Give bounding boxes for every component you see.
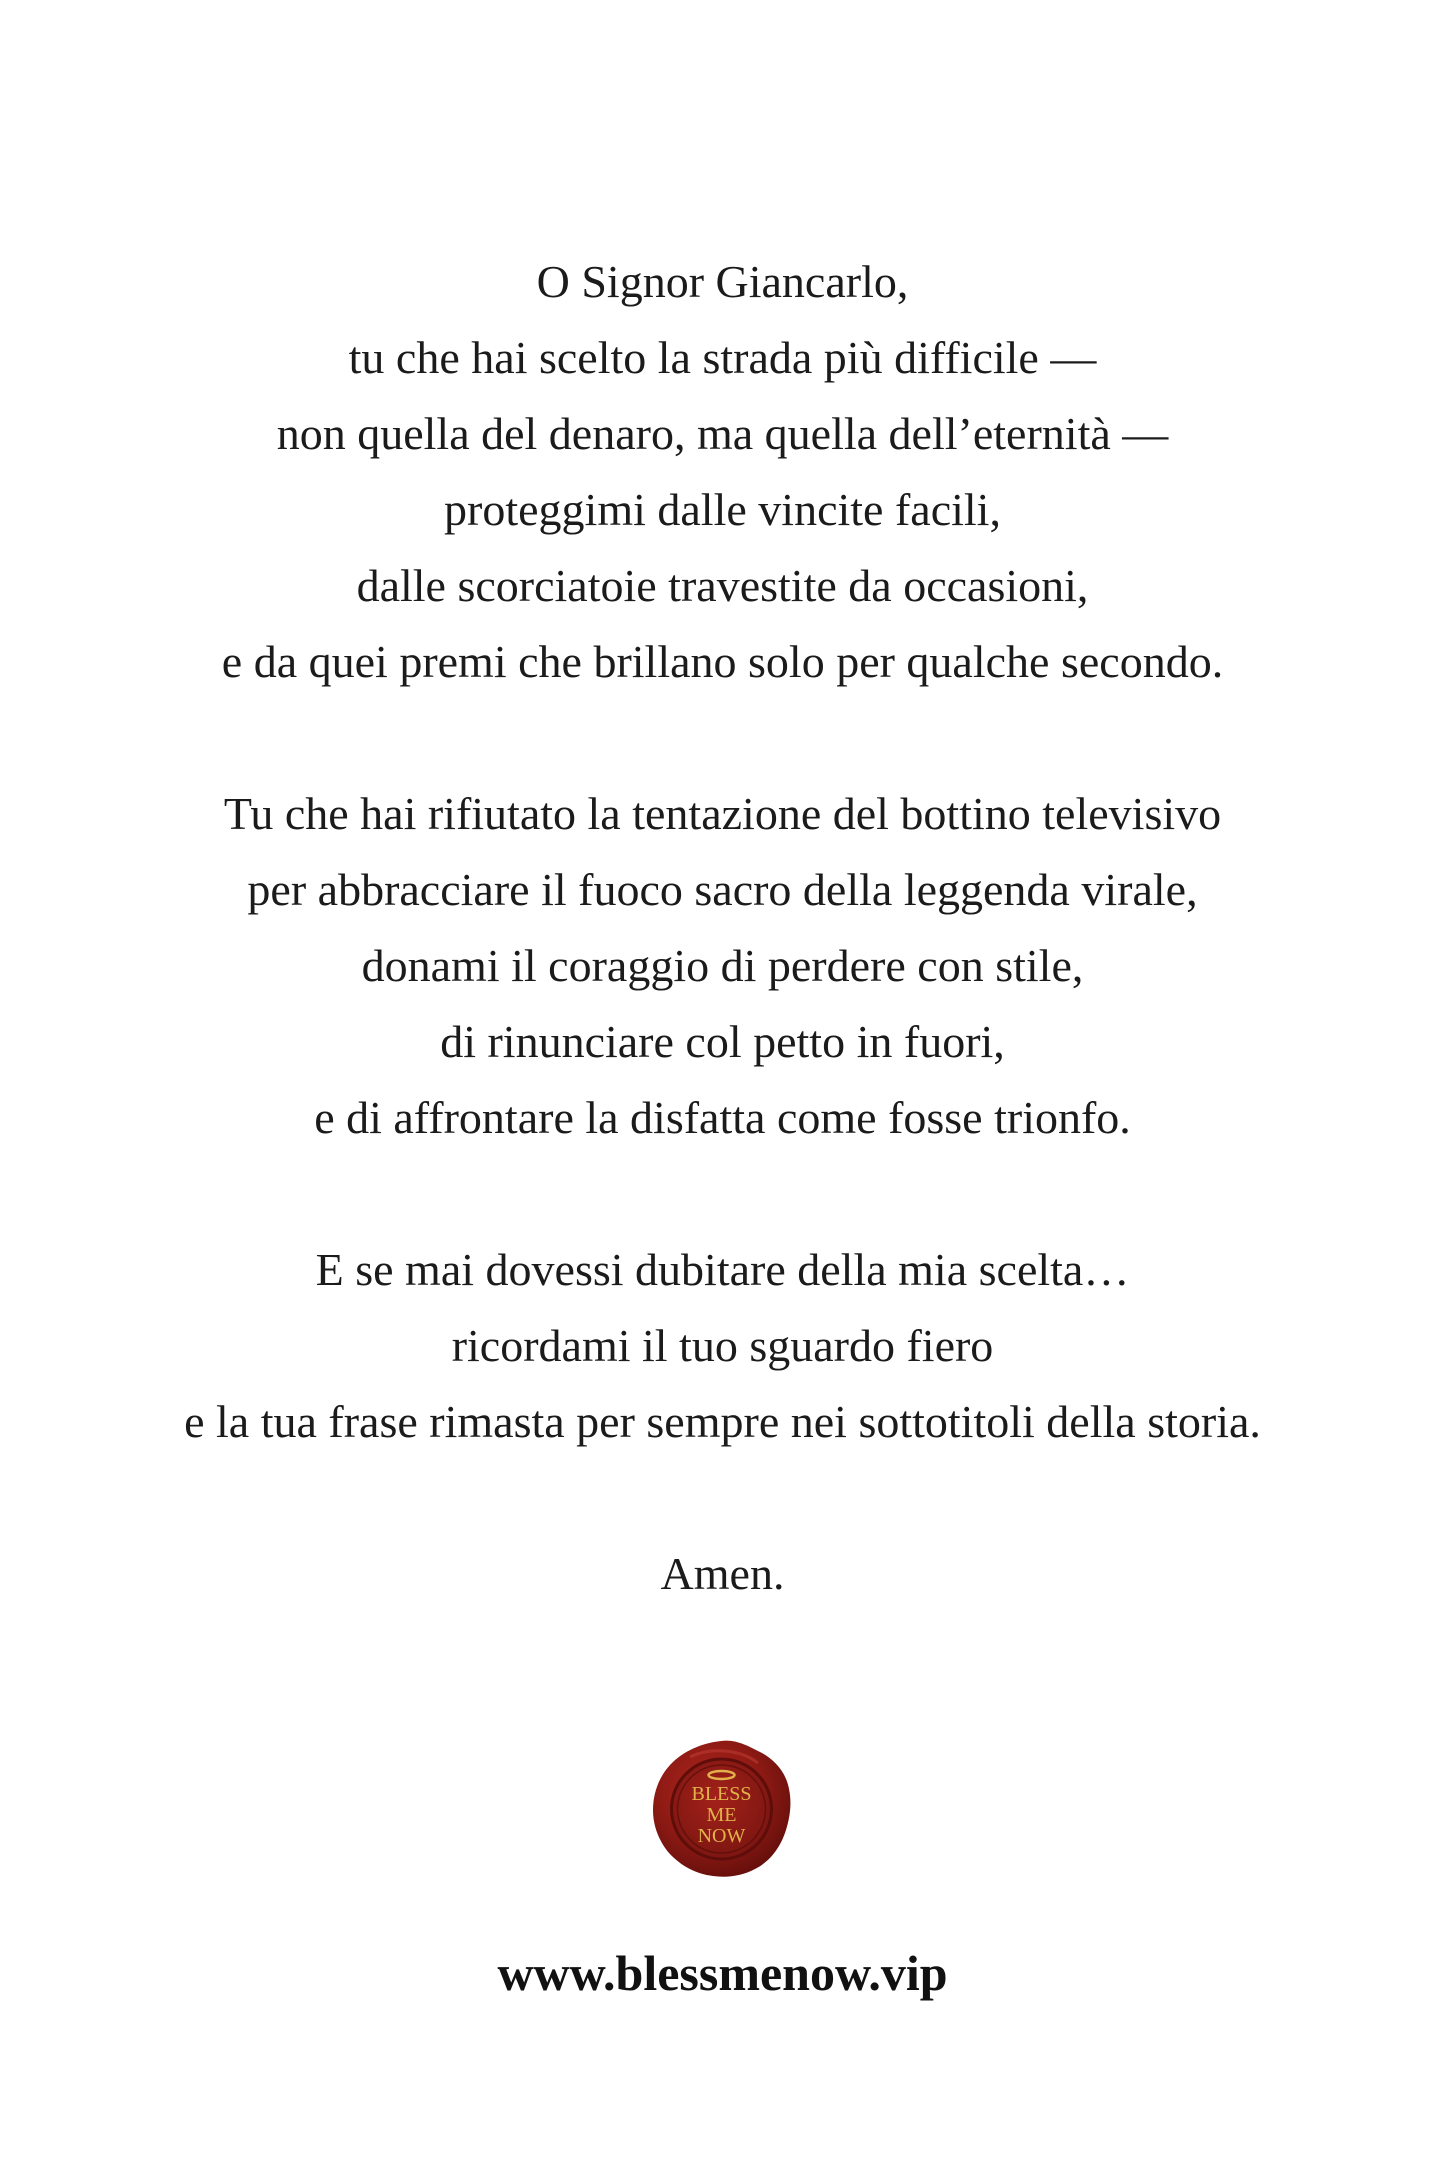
stanza-2 xyxy=(0,776,1445,1156)
seal-text-line: ME xyxy=(706,1804,737,1826)
prayer-line: ricordami il tuo sguardo fiero xyxy=(451,1320,994,1371)
prayer-text xyxy=(0,244,1445,1612)
stanza-1 xyxy=(0,244,1445,700)
prayer-line: tu che hai scelto la strada più difficile — xyxy=(348,332,1097,383)
prayer-line: e di affrontare la disfatta come fosse trionfo. xyxy=(314,1092,1131,1143)
wax-seal-halo-icon xyxy=(650,1737,793,1880)
stanza-amen xyxy=(0,1536,1445,1612)
prayer-line: dalle scorciatoie travestite da occasioni, xyxy=(356,560,1089,611)
prayer-line: O Signor Giancarlo, xyxy=(536,256,909,307)
seal-text-line: NOW xyxy=(697,1825,746,1847)
prayer-line: e da quei premi che brillano solo per qualche secondo. xyxy=(221,636,1224,687)
prayer-line: non quella del denaro, ma quella dell’eternità — xyxy=(276,408,1169,459)
amen-line: Amen. xyxy=(660,1548,785,1599)
website-url[interactable]: www.blessmenow.vip xyxy=(497,1945,948,2001)
prayer-line: di rinunciare col petto in fuori, xyxy=(440,1016,1005,1067)
prayer-line: proteggimi dalle vincite facili, xyxy=(444,484,1001,535)
seal-text-line: BLESS xyxy=(691,1783,752,1805)
prayer-line: E se mai dovessi dubitare della mia scelta… xyxy=(315,1244,1130,1295)
prayer-line: per abbracciare il fuoco sacro della leggenda virale, xyxy=(247,864,1198,915)
prayer-line: Tu che hai rifiutato la tentazione del bottino televisivo xyxy=(223,788,1222,839)
stanza-3 xyxy=(0,1232,1445,1460)
wax-seal-graphic xyxy=(650,1737,793,1880)
prayer-line: donami il coraggio di perdere con stile, xyxy=(361,940,1084,991)
prayer-line: e la tua frase rimasta per sempre nei sottotitoli della storia. xyxy=(184,1396,1261,1447)
